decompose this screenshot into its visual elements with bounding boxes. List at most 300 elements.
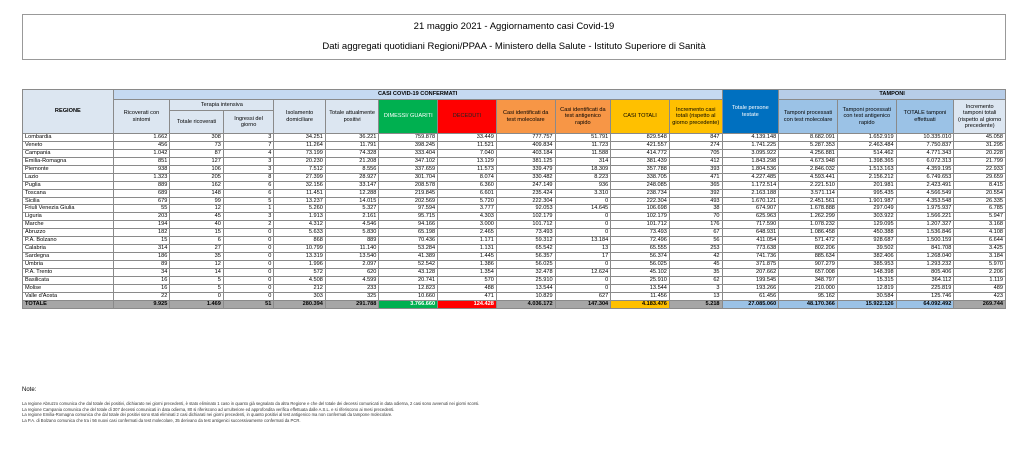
cell-value: 92.053 <box>496 205 555 213</box>
cell-value: 802.206 <box>779 245 838 253</box>
cell-value: 0 <box>223 237 273 245</box>
cell-value: 1.171 <box>438 237 497 245</box>
cell-value: 398.245 <box>379 141 438 149</box>
cell-value: 5.327 <box>325 205 379 213</box>
cell-value: 4.771.343 <box>896 149 954 157</box>
cell-value: 3.310 <box>555 189 611 197</box>
cell-value: 308 <box>170 134 224 142</box>
cell-value: 0 <box>555 276 611 284</box>
table-row <box>23 141 1006 149</box>
cell-value: 338.705 <box>611 173 670 181</box>
cell-value: 851 <box>113 157 170 165</box>
cell-value: 8.223 <box>555 173 611 181</box>
cell-value: 27 <box>170 245 224 253</box>
col-casi-antigenico: Casi identificati da test antigenico rapido <box>555 100 611 134</box>
table-row <box>23 149 1006 157</box>
cell-value: 1.078.232 <box>779 221 838 229</box>
cell-value: 238.734 <box>611 189 670 197</box>
col-incremento-tamponi: Incremento tamponi totali (rispetto al giorno precedente) <box>954 100 1006 134</box>
col-ti-totale: Totale ricoverati <box>170 111 224 134</box>
total-value: 280.394 <box>274 300 326 308</box>
cell-value: 385.953 <box>837 261 896 269</box>
cell-value: 34.251 <box>274 134 326 142</box>
cell-value: 382.406 <box>837 253 896 261</box>
cell-value: 18.309 <box>555 165 611 173</box>
cell-value: 1.901.987 <box>837 197 896 205</box>
cell-value: 412 <box>669 157 722 165</box>
cell-value: 1.804.536 <box>722 165 779 173</box>
cell-value: 14 <box>170 268 224 276</box>
cell-value: 106 <box>170 165 224 173</box>
cell-value: 337.659 <box>379 165 438 173</box>
region-name: P.A. Bolzano <box>23 237 114 245</box>
cell-value: 13.184 <box>555 237 611 245</box>
cell-value: 59.312 <box>496 237 555 245</box>
cell-value: 56.357 <box>496 253 555 261</box>
table-row <box>23 157 1006 165</box>
cell-value: 936 <box>555 181 611 189</box>
cell-value: 11.588 <box>555 149 611 157</box>
cell-value: 1.670.121 <box>722 197 779 205</box>
cell-value: 28.927 <box>325 173 379 181</box>
total-row <box>23 300 1006 308</box>
cell-value: 20.230 <box>274 157 326 165</box>
cell-value: 347.102 <box>379 157 438 165</box>
cell-value: 20.228 <box>954 149 1006 157</box>
cell-value: 3.184 <box>954 253 1006 261</box>
cell-value: 10.829 <box>496 292 555 300</box>
cell-value: 3 <box>223 157 273 165</box>
cell-value: 493 <box>669 197 722 205</box>
cell-value: 13.319 <box>274 253 326 261</box>
cell-value: 210.000 <box>779 284 838 292</box>
cell-value: 53.284 <box>379 245 438 253</box>
cell-value: 365 <box>669 181 722 189</box>
cell-value: 571.472 <box>779 237 838 245</box>
cell-value: 907.279 <box>779 261 838 269</box>
total-value: 15.922.126 <box>837 300 896 308</box>
cell-value: 0 <box>555 261 611 269</box>
cell-value: 73.199 <box>274 149 326 157</box>
cell-value: 4.108 <box>954 229 1006 237</box>
cell-value: 30.584 <box>837 292 896 300</box>
region-name: Piemonte <box>23 165 114 173</box>
col-casi-totali: CASI TOTALI <box>611 100 670 134</box>
col-tamponi-antigenico: Tamponi processati con test antigenico rapido <box>837 100 896 134</box>
cell-value: 52.542 <box>379 261 438 269</box>
region-name: Puglia <box>23 181 114 189</box>
cell-value: 101.712 <box>611 221 670 229</box>
cell-value: 847 <box>669 134 722 142</box>
cell-value: 471 <box>669 173 722 181</box>
cell-value: 56.374 <box>611 253 670 261</box>
cell-value: 70 <box>669 213 722 221</box>
cell-value: 162 <box>170 181 224 189</box>
cell-value: 89 <box>113 261 170 269</box>
cell-value: 6.644 <box>954 237 1006 245</box>
cell-value: 10.660 <box>379 292 438 300</box>
cell-value: 6.072.313 <box>896 157 954 165</box>
cell-value: 4.139.148 <box>722 134 779 142</box>
total-value: 291.788 <box>325 300 379 308</box>
cell-value: 2.206 <box>954 268 1006 276</box>
cell-value: 1.913 <box>274 213 326 221</box>
total-value: 147.304 <box>555 300 611 308</box>
cell-value: 4 <box>223 149 273 157</box>
cell-value: 3.425 <box>954 245 1006 253</box>
cell-value: 148 <box>170 189 224 197</box>
cell-value: 456 <box>113 141 170 149</box>
cell-value: 3 <box>223 165 273 173</box>
cell-value: 8 <box>223 173 273 181</box>
table-row <box>23 253 1006 261</box>
cell-value: 45.058 <box>954 134 1006 142</box>
cell-value: 2.221.510 <box>779 181 838 189</box>
cell-value: 841.708 <box>896 245 954 253</box>
cell-value: 1.843.298 <box>722 157 779 165</box>
cell-value: 10.335.010 <box>896 134 954 142</box>
cell-value: 7.040 <box>438 149 497 157</box>
group-tamponi: TAMPONI <box>779 90 1006 100</box>
cell-value: 339.479 <box>496 165 555 173</box>
cell-value: 0 <box>170 292 224 300</box>
cell-value: 182 <box>113 229 170 237</box>
cell-value: 4.227.485 <box>722 173 779 181</box>
cell-value: 0 <box>223 229 273 237</box>
cell-value: 6 <box>223 189 273 197</box>
cell-value: 148.398 <box>837 268 896 276</box>
col-totale-persone: Totale persone testate <box>722 90 779 134</box>
cell-value: 176 <box>669 221 722 229</box>
cell-value: 689 <box>113 189 170 197</box>
cell-value: 3.168 <box>954 221 1006 229</box>
total-value: 4.036.172 <box>496 300 555 308</box>
cell-value: 1.662 <box>113 134 170 142</box>
cell-value: 4.353.548 <box>896 197 954 205</box>
cell-value: 43.128 <box>379 268 438 276</box>
cell-value: 0 <box>223 292 273 300</box>
region-name: Calabria <box>23 245 114 253</box>
cell-value: 21.799 <box>954 157 1006 165</box>
region-name: Liguria <box>23 213 114 221</box>
cell-value: 0 <box>223 253 273 261</box>
cell-value: 51.791 <box>555 134 611 142</box>
cell-value: 199.545 <box>722 276 779 284</box>
cell-value: 219.845 <box>379 189 438 197</box>
cell-value: 13.544 <box>496 284 555 292</box>
cell-value: 5.287.353 <box>779 141 838 149</box>
cell-value: 1.354 <box>438 268 497 276</box>
cell-value: 99 <box>170 197 224 205</box>
cell-value: 20.554 <box>954 189 1006 197</box>
cell-value: 2.423.491 <box>896 181 954 189</box>
cell-value: 4.599 <box>325 276 379 284</box>
cell-value: 0 <box>223 245 273 253</box>
cell-value: 333.404 <box>379 149 438 157</box>
cell-value: 488 <box>438 284 497 292</box>
cell-value: 194 <box>113 221 170 229</box>
table-row <box>23 205 1006 213</box>
cell-value: 41.389 <box>379 253 438 261</box>
cell-value: 403.184 <box>496 149 555 157</box>
cell-value: 648.931 <box>722 229 779 237</box>
cell-value: 125.746 <box>896 292 954 300</box>
cell-value: 421.557 <box>611 141 670 149</box>
total-value: 124.428 <box>438 300 497 308</box>
cell-value: 12.624 <box>555 268 611 276</box>
cell-value: 4.593.441 <box>779 173 838 181</box>
cell-value: 2.161 <box>325 213 379 221</box>
total-value: 64.092.492 <box>896 300 954 308</box>
col-ricoverati: Ricoverati con sintomi <box>113 100 170 134</box>
cell-value: 409.834 <box>496 141 555 149</box>
table-row <box>23 197 1006 205</box>
total-value: 1.469 <box>170 300 224 308</box>
cell-value: 4.566.549 <box>896 189 954 197</box>
region-name: Abruzzo <box>23 229 114 237</box>
region-name: Lazio <box>23 173 114 181</box>
cell-value: 3.777 <box>438 205 497 213</box>
cell-value: 14.645 <box>555 205 611 213</box>
cell-value: 1.042 <box>113 149 170 157</box>
cell-value: 303.922 <box>837 213 896 221</box>
cell-value: 201.981 <box>837 181 896 189</box>
cell-value: 13.540 <box>325 253 379 261</box>
cell-value: 11.456 <box>611 292 670 300</box>
note-line: La P.A. di Bolzano comunica che tra i 56 nuovi casi confermati da test molecolare, 35 derivano da test antigenici successivamente confermati da PCR. <box>22 417 301 423</box>
note-line: La regione Abruzzo comunica che dal totale dei positivi, dichiarato nei giorni precedenti, è stato eliminato 1 caso in quanto già segnalato da altra Regione e che del totale dei decessi comunicati in data odierna, 2 casi sono avvenuti nei giorni scorsi. <box>22 401 480 406</box>
cell-value: 97.594 <box>379 205 438 213</box>
cell-value: 330.482 <box>496 173 555 181</box>
cell-value: 25.910 <box>611 276 670 284</box>
cell-value: 61.456 <box>722 292 779 300</box>
cell-value: 35 <box>170 253 224 261</box>
cell-value: 225.819 <box>896 284 954 292</box>
cell-value: 186 <box>113 253 170 261</box>
cell-value: 11.264 <box>274 141 326 149</box>
cell-value: 15 <box>113 237 170 245</box>
cell-value: 3.000 <box>438 221 497 229</box>
cell-value: 1.975.937 <box>896 205 954 213</box>
cell-value: 253 <box>669 245 722 253</box>
cell-value: 371.875 <box>722 261 779 269</box>
cell-value: 829.548 <box>611 134 670 142</box>
cell-value: 0 <box>555 221 611 229</box>
report-subtitle: Dati aggregati quotidiani Regioni/PPAA - Ministero della Salute - Istituto Superiore di Sanità <box>322 41 706 52</box>
cell-value: 572 <box>274 268 326 276</box>
cell-value: 1.678.888 <box>779 205 838 213</box>
cell-value: 11.140 <box>325 245 379 253</box>
cell-value: 5.830 <box>325 229 379 237</box>
cell-value: 74.328 <box>325 149 379 157</box>
cell-value: 3 <box>223 134 273 142</box>
cell-value: 4.303 <box>438 213 497 221</box>
cell-value: 73 <box>170 141 224 149</box>
cell-value: 56.025 <box>496 261 555 269</box>
cell-value: 4.508 <box>274 276 326 284</box>
cell-value: 15.315 <box>837 276 896 284</box>
cell-value: 1.445 <box>438 253 497 261</box>
cell-value: 27.399 <box>274 173 326 181</box>
total-value: 48.170.366 <box>779 300 838 308</box>
region-name: P.A. Trento <box>23 268 114 276</box>
cell-value: 868 <box>274 237 326 245</box>
table-row <box>23 213 1006 221</box>
cell-value: 12.823 <box>379 284 438 292</box>
total-label: TOTALE <box>23 300 114 308</box>
cell-value: 0 <box>223 261 273 269</box>
col-dimessi: DIMESSI/ GUARITI <box>379 100 438 134</box>
cell-value: 193.266 <box>722 284 779 292</box>
cell-value: 414.772 <box>611 149 670 157</box>
region-name: Umbria <box>23 261 114 269</box>
cell-value: 2.846.032 <box>779 165 838 173</box>
cell-value: 1.119 <box>954 276 1006 284</box>
cell-value: 13 <box>555 245 611 253</box>
cell-value: 65.542 <box>496 245 555 253</box>
cell-value: 5 <box>223 197 273 205</box>
cell-value: 274 <box>669 141 722 149</box>
cell-value: 65.555 <box>611 245 670 253</box>
table-row <box>23 181 1006 189</box>
cell-value: 14.015 <box>325 197 379 205</box>
cell-value: 1.536.846 <box>896 229 954 237</box>
table-row <box>23 245 1006 253</box>
cell-value: 4.312 <box>274 221 326 229</box>
cell-value: 325 <box>325 292 379 300</box>
cell-value: 1.268.040 <box>896 253 954 261</box>
cell-value: 381.125 <box>496 157 555 165</box>
total-value: 27.085.060 <box>722 300 779 308</box>
cell-value: 56.025 <box>611 261 670 269</box>
cell-value: 4.673.948 <box>779 157 838 165</box>
cell-value: 6.360 <box>438 181 497 189</box>
cell-value: 55 <box>113 205 170 213</box>
col-ti-ingressi: Ingressi del giorno <box>223 111 273 134</box>
cell-value: 6 <box>223 181 273 189</box>
cell-value: 314 <box>555 157 611 165</box>
report-title: 21 maggio 2021 - Aggiornamento casi Covid-19 <box>413 21 615 32</box>
table-row <box>23 276 1006 284</box>
group-terapia-intensiva: Terapia intensiva <box>170 100 274 111</box>
cell-value: 12.288 <box>325 189 379 197</box>
col-regione: REGIONE <box>23 90 114 134</box>
cell-value: 1.323 <box>113 173 170 181</box>
cell-value: 1.996 <box>274 261 326 269</box>
cell-value: 13.237 <box>274 197 326 205</box>
table-row <box>23 284 1006 292</box>
cell-value: 20.741 <box>379 276 438 284</box>
cell-value: 222.304 <box>611 197 670 205</box>
cell-value: 95.162 <box>779 292 838 300</box>
cell-value: 8.415 <box>954 181 1006 189</box>
cell-value: 102.179 <box>496 213 555 221</box>
cell-value: 5.260 <box>274 205 326 213</box>
cell-value: 70.436 <box>379 237 438 245</box>
cell-value: 7 <box>223 141 273 149</box>
region-name: Campania <box>23 149 114 157</box>
cell-value: 411.054 <box>722 237 779 245</box>
cell-value: 6 <box>170 237 224 245</box>
region-name: Lombardia <box>23 134 114 142</box>
cell-value: 13.129 <box>438 157 497 165</box>
cell-value: 1.566.221 <box>896 213 954 221</box>
cell-value: 39.502 <box>837 245 896 253</box>
cell-value: 208.578 <box>379 181 438 189</box>
cell-value: 423 <box>954 292 1006 300</box>
total-value: 3.766.660 <box>379 300 438 308</box>
cell-value: 73.493 <box>496 229 555 237</box>
cell-value: 5.947 <box>954 213 1006 221</box>
cell-value: 773.638 <box>722 245 779 253</box>
cell-value: 4.359.195 <box>896 165 954 173</box>
cell-value: 1.741.225 <box>722 141 779 149</box>
table-row <box>23 237 1006 245</box>
cell-value: 5 <box>170 284 224 292</box>
col-totale-tamponi: TOTALE tamponi effettuati <box>896 100 954 134</box>
cell-value: 1.398.365 <box>837 157 896 165</box>
cell-value: 11.451 <box>274 189 326 197</box>
note-line: La regione Emilia-Romagna comunica che dal totale dei positivi sono stati eliminati 2 casi dichiarati nei giorni precedenti, in quanto positivi al test antigenico ma non confermati da tampone molecolare. <box>22 412 393 418</box>
cell-value: 106.698 <box>611 205 670 213</box>
cell-value: 1.262.299 <box>779 213 838 221</box>
cell-value: 25.910 <box>496 276 555 284</box>
cell-value: 1.652.919 <box>837 134 896 142</box>
total-value: 4.183.476 <box>611 300 670 308</box>
region-name: Sicilia <box>23 197 114 205</box>
region-name: Toscana <box>23 189 114 197</box>
total-value: 269.744 <box>954 300 1006 308</box>
cell-value: 303 <box>274 292 326 300</box>
cell-value: 2.156.212 <box>837 173 896 181</box>
cell-value: 471 <box>438 292 497 300</box>
cell-value: 620 <box>325 268 379 276</box>
cell-value: 13 <box>669 292 722 300</box>
cell-value: 938 <box>113 165 170 173</box>
cell-value: 8.682.091 <box>779 134 838 142</box>
cell-value: 5.633 <box>274 229 326 237</box>
cell-value: 1.293.232 <box>896 261 954 269</box>
cell-value: 657.008 <box>779 268 838 276</box>
cell-value: 357.788 <box>611 165 670 173</box>
cell-value: 805.406 <box>896 268 954 276</box>
cell-value: 885.634 <box>779 253 838 261</box>
cell-value: 22 <box>113 292 170 300</box>
cell-value: 45 <box>669 261 722 269</box>
table-row <box>23 229 1006 237</box>
cell-value: 0 <box>555 213 611 221</box>
cell-value: 2.097 <box>325 261 379 269</box>
cell-value: 2.465 <box>438 229 497 237</box>
cell-value: 32.156 <box>274 181 326 189</box>
cell-value: 233 <box>325 284 379 292</box>
cell-value: 1.172.514 <box>722 181 779 189</box>
col-totale-positivi: Totale attualmente positivi <box>325 100 379 134</box>
table-row <box>23 292 1006 300</box>
cell-value: 42 <box>669 253 722 261</box>
cell-value: 62 <box>669 276 722 284</box>
region-name: Veneto <box>23 141 114 149</box>
cell-value: 3.571.114 <box>779 189 838 197</box>
col-deceduti: DECEDUTI <box>438 100 497 134</box>
cell-value: 2.451.561 <box>779 197 838 205</box>
cell-value: 34 <box>113 268 170 276</box>
cell-value: 129.095 <box>837 221 896 229</box>
table-row <box>23 189 1006 197</box>
cell-value: 31.295 <box>954 141 1006 149</box>
cell-value: 127 <box>170 157 224 165</box>
total-value: 51 <box>223 300 273 308</box>
